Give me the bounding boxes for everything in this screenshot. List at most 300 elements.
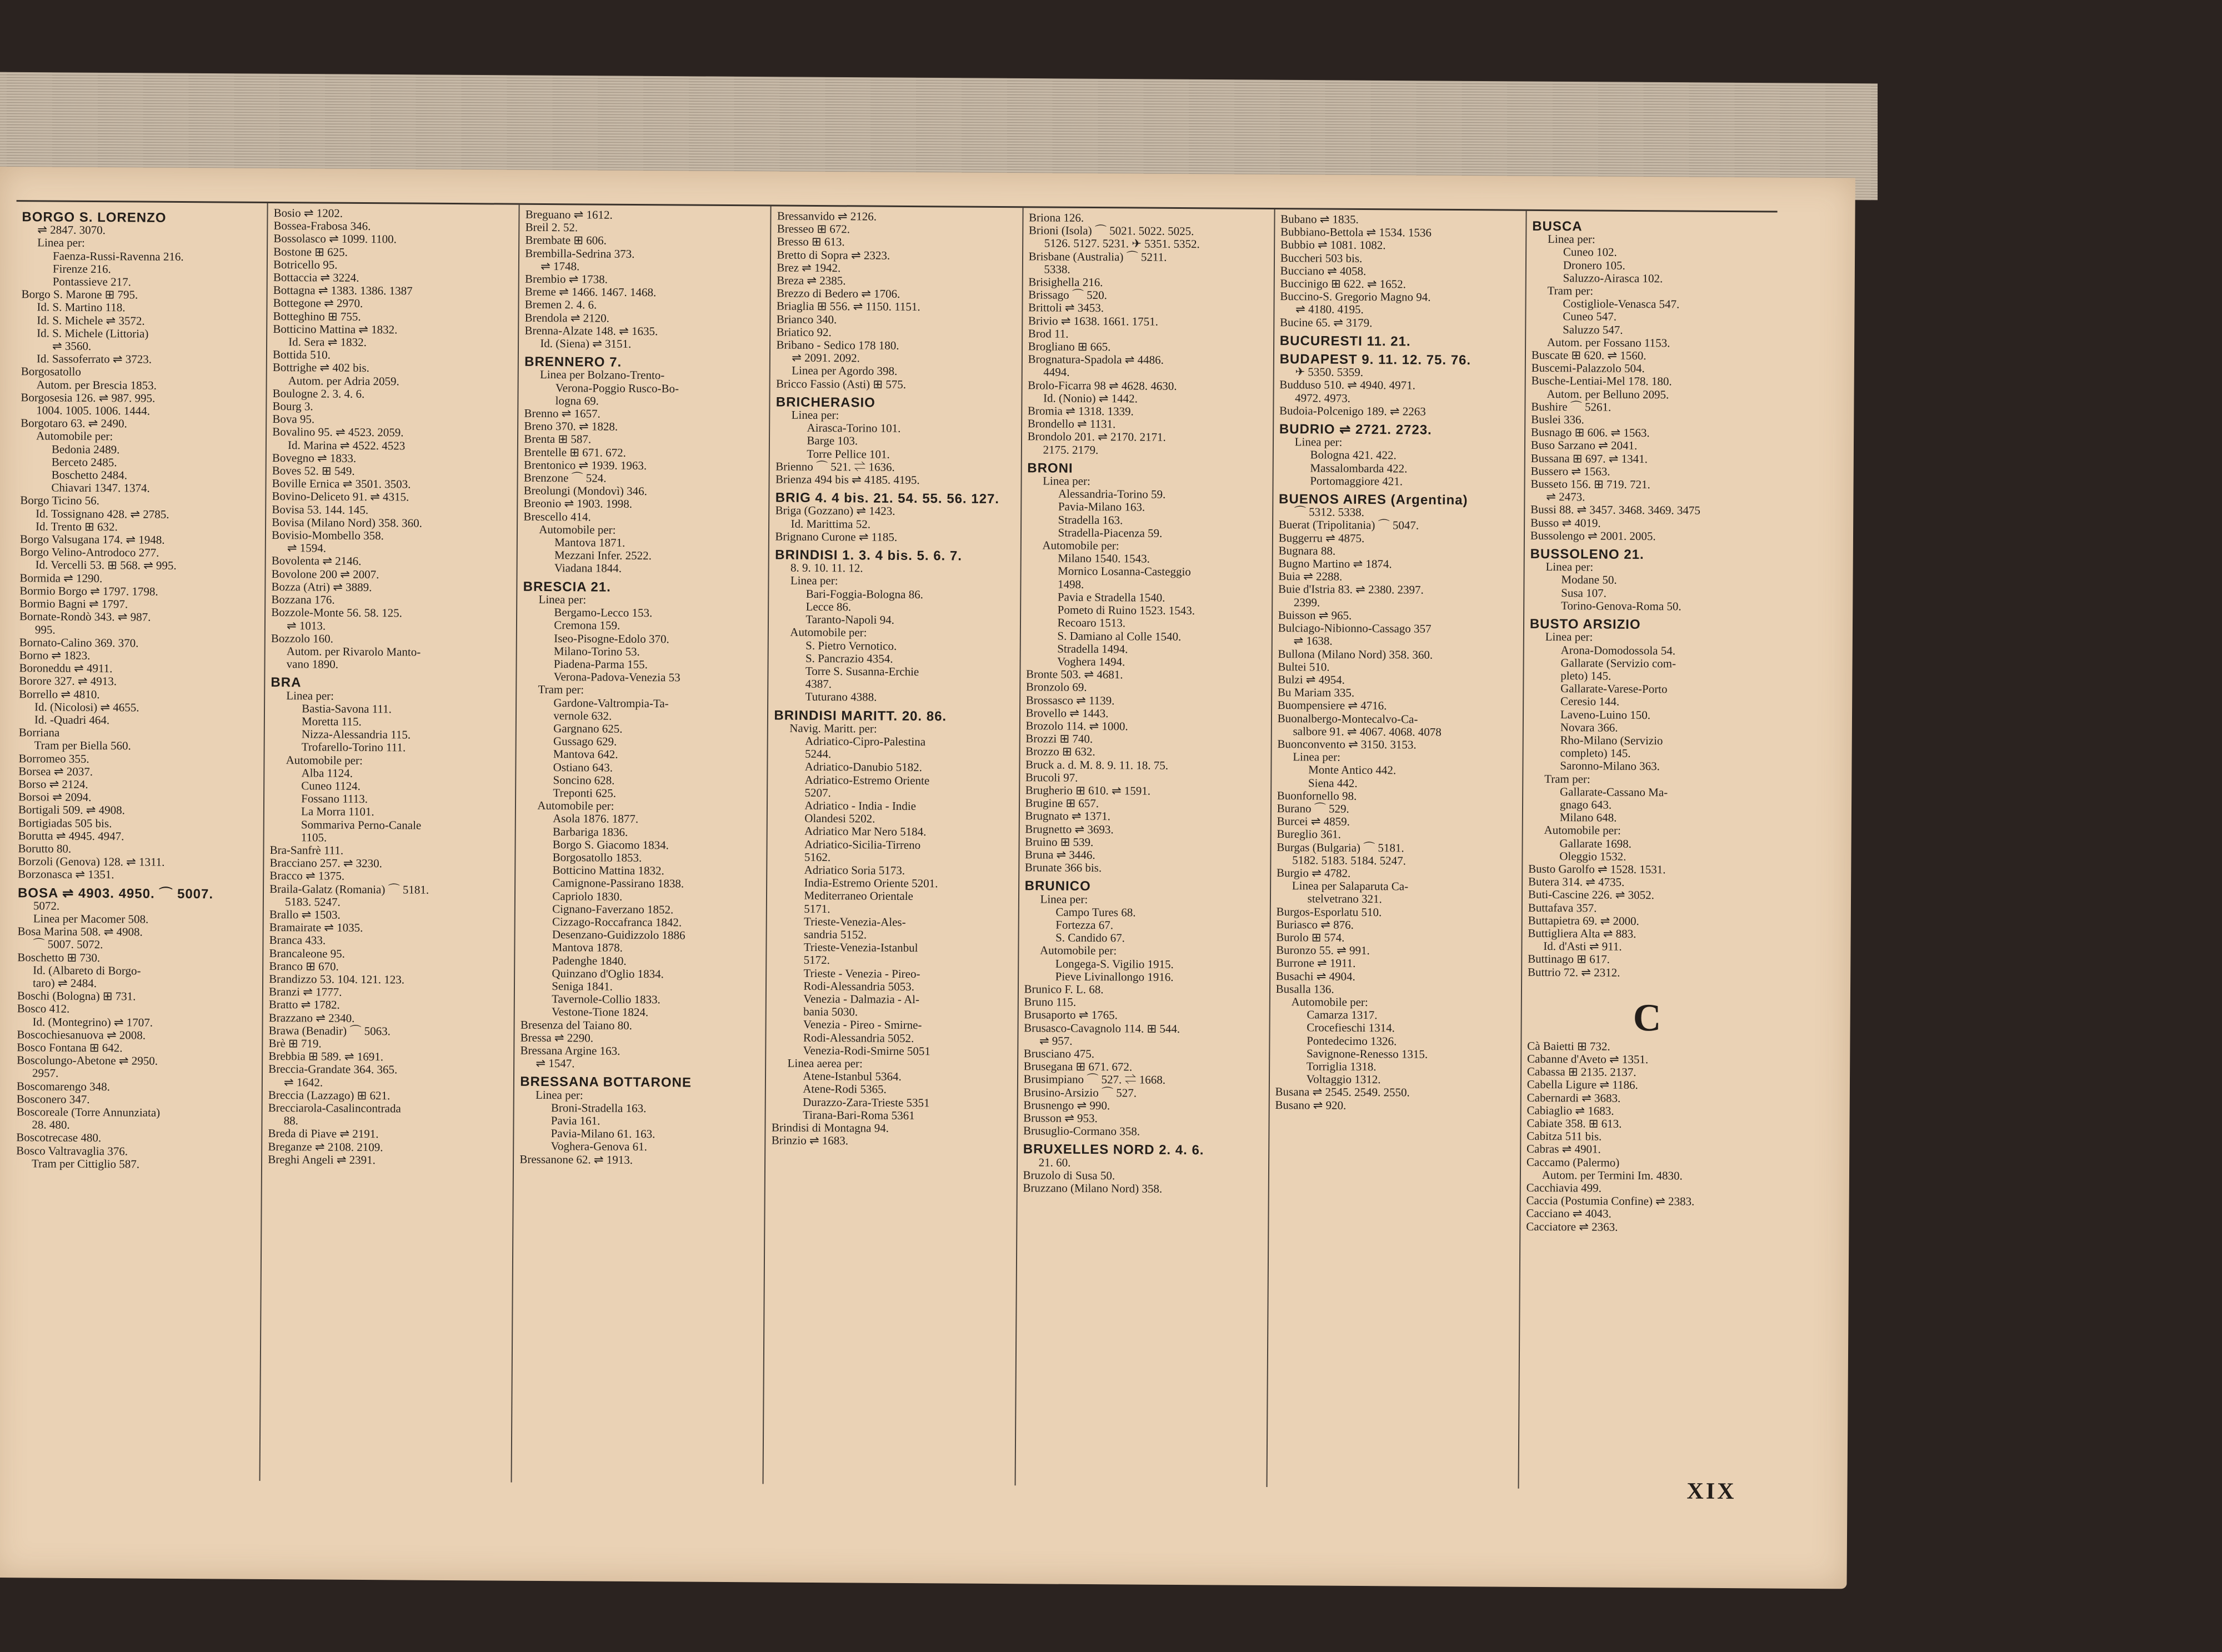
index-entry: ⇌ 4180. 4195. [1295,302,1364,317]
index-entry: Venezia - Dalmazia - Al- [803,992,920,1007]
index-entry: Bosio ⇌ 1202. [273,206,343,220]
index-entry: Brez ⇌ 1942. [777,261,841,275]
index-entry: Id. Sera ⇌ 1832. [288,335,367,349]
index-entry: Burano ⌒ 529. [1277,802,1349,815]
index-entry: Breganze ⇌ 2108. 2109. [268,1139,383,1154]
index-entry: Buonalbergo-Montecalvo-Ca- [1277,711,1418,726]
index-entry: Cremona 159. [554,618,620,633]
index-entry: Bromia ⇌ 1318. 1339. [1027,404,1134,418]
index-entry: Id. (Montegrino) ⇌ 1707. [32,1014,153,1029]
index-entry: Brecciarola-Casalincontrada [268,1100,401,1115]
index-entry: Borgo S. Marone ⊞ 795. [21,287,138,302]
index-entry: Breccia-Grandate 364. 365. [268,1062,398,1077]
index-entry: Breil 2. 52. [525,220,578,234]
index-entry: Bortigali 509. ⇌ 4908. [18,803,126,817]
index-entry: Bribano - Sedico 178 180. [776,338,899,352]
index-entry: Navig. Maritt. per: [789,721,877,735]
index-entry: Id. Marittima 52. [790,517,871,531]
index-entry: ⇌ 1013. [287,618,326,633]
index-entry: S. Pancrazio 4354. [805,651,893,665]
index-entry: Bussana ⊞ 697. ⇌ 1341. [1530,451,1648,465]
index-entry: Brusuglio-Cormano 358. [1023,1124,1140,1138]
index-entry: Busachi ⇌ 4904. [1275,969,1355,983]
index-entry: Automobile per: [539,522,616,537]
index-entry: Breme ⇌ 1466. 1467. 1468. [524,284,657,299]
index-entry: Boschetto 2484. [51,468,128,482]
index-entry: Borgosesia 126. ⇌ 987. 995. [21,391,156,405]
index-entry: Brozolo 114. ⇌ 1000. [1025,719,1128,733]
index-entry: Bruck a. d. M. 8. 9. 11. 18. 75. [1025,757,1169,772]
index-entry: Linea per: [1548,232,1595,246]
index-entry: Airasca-Torino 101. [807,421,901,435]
index-entry: Arona-Domodossola 54. [1560,643,1676,657]
index-entry: Automobile per: [790,625,867,639]
index-entry: Padenghe 1840. [552,953,627,968]
index-entry: 21. 60. [1038,1155,1071,1169]
index-entry: Borgotaro 63. ⇌ 2490. [21,416,127,430]
index-entry: Monte Antico 442. [1308,763,1397,777]
index-entry: Borore 327. ⇌ 4913. [19,674,117,688]
index-entry: Bozzolo 160. [271,631,334,645]
index-entry: Cacchiavia 499. [1526,1180,1602,1195]
index-entry: Stradella 163. [1058,513,1123,527]
index-entry: Bullona (Milano Nord) 358. 360. [1278,647,1433,662]
index-entry: Brenzone ⌒ 524. [523,470,607,485]
index-entry: Rodi-Alessandria 5052. [803,1030,914,1045]
index-entry: salbore 91. ⇌ 4067. 4068. 4078 [1293,724,1442,739]
index-entry: 5126. 5127. 5231. ✈ 5351. 5352. [1044,236,1200,251]
index-entry: Bracciano 257. ⇌ 3230. [269,856,383,870]
index-entry: Briatico 92. [776,325,832,339]
index-entry: gnago 643. [1559,798,1612,812]
index-entry: Boscotrecase 480. [16,1130,102,1145]
index-entry: Tram per: [1544,772,1590,786]
index-entry: Brovello ⇌ 1443. [1025,706,1109,720]
index-entry: Bushire ⌒ 5261. [1531,399,1612,414]
index-entry: Burgas (Bulgaria) ⌒ 5181. [1277,840,1404,855]
index-entry: vano 1890. [286,657,339,671]
index-entry: 2957. [32,1066,59,1080]
index-entry: Botteghino ⊞ 755. [273,309,361,323]
index-entry: Firenze 216. [52,262,111,276]
index-entry: Linea per Macomer 508. [33,912,149,926]
index-entry: Automobile per: [36,429,113,443]
index-entry: 5338. [1044,262,1070,276]
index-entry: Bovalino 95. ⇌ 4523. 2059. [272,425,404,439]
index-entry: Bovisio-Mombello 358. [272,528,384,543]
index-entry: Laveno-Luino 150. [1560,707,1651,722]
index-entry: Chiavari 1347. 1374. [51,480,150,495]
index-entry: Id. Sassoferrato ⇌ 3723. [36,352,152,366]
index-entry: Linea per: [37,236,85,250]
index-entry: Milano 648. [1559,810,1617,824]
index-entry: Automobile per: [1042,538,1119,553]
index-entry: Bra-Sanfrè 111. [269,843,344,857]
index-entry: Autom. per Brescia 1853. [36,378,157,392]
index-entry: Bottaccia ⇌ 3224. [273,271,359,284]
index-entry: Adriatico-Cipro-Palestina [805,734,926,749]
index-entry: Id. d'Asti ⇌ 911. [1543,939,1622,954]
index-entry: Bovisa 53. 144. 145. [272,502,369,517]
index-entry: 4494. [1043,365,1070,379]
index-entry: Bosco 412. [17,1002,70,1016]
index-column [9,202,267,1481]
index-entry: Brenno ⇌ 1657. [524,406,600,420]
index-entry: Berceto 2485. [51,455,117,469]
index-entry: Bedonia 2489. [51,442,120,456]
index-entry: Mantova 642. [553,747,618,762]
index-entry: Bricco Fassio (Asti) ⊞ 575. [775,377,907,391]
index-entry: Borgo S. Giacomo 1834. [552,837,669,852]
index-entry: Bulzi ⇌ 4954. [1278,672,1345,687]
index-entry: Id. Trento ⊞ 632. [35,519,118,534]
index-entry: Bucine 65. ⇌ 3179. [1279,315,1373,329]
index-entry: Cà Baietti ⊞ 732. [1527,1039,1610,1053]
index-entry: Linea per Agordo 398. [792,364,898,378]
index-entry: ⇌ 2473. [1546,490,1585,504]
index-entry: Bovino-Deliceto 91. ⇌ 4315. [272,489,409,504]
index-entry: Buia ⇌ 2288. [1278,569,1343,584]
index-entry: 1105. [301,830,327,844]
index-entry: Vestone-Tione 1824. [551,1005,649,1019]
index-entry: ✈ 5350. 5359. [1295,365,1364,379]
index-entry: Buso Sarzano ⇌ 2041. [1530,438,1638,453]
index-heading: BRINDISI MARITT. 20. 86. [774,708,947,724]
index-entry: Tram per: [1547,284,1594,298]
index-entry: Tirana-Bari-Roma 5361 [802,1108,915,1122]
index-entry: Brenna-Alzate 148. ⇌ 1635. [524,323,658,338]
index-heading: BRICHERASIO [775,394,875,411]
index-entry: Autom. per Adria 2059. [288,373,399,388]
index-entry: Bologna 421. 422. [1310,448,1397,462]
index-entry: Bruzzano (Milano Nord) 358. [1023,1181,1163,1195]
index-entry: Breno 370. ⇌ 1828. [524,419,618,434]
index-entry: Bracco ⇌ 1375. [269,869,345,883]
index-entry: Brogliano ⊞ 665. [1028,339,1111,354]
index-entry: Torre S. Susanna-Erchie [805,664,919,679]
index-entry: Id. S. Michele ⇌ 3572. [37,313,145,328]
index-entry: Autom. per Rivarolo Manto- [286,644,421,659]
index-entry: Pavia-Milano 163. [1058,500,1145,514]
index-entry: Borzoli (Genova) 128. ⇌ 1311. [18,854,165,869]
index-entry: Id. (Albareto di Borgo- [33,963,141,978]
index-entry: ⇌ 2091. 2092. [792,351,860,365]
index-entry: Borriana [18,725,60,739]
page-number: XIX [1686,1478,1736,1505]
index-entry: Novara 366. [1560,720,1618,734]
index-entry: Boscomarengo 348. [16,1079,110,1093]
index-entry: Bresenza del Taiano 80. [520,1018,633,1032]
index-entry: Bruno 115. [1024,995,1077,1009]
index-entry: Brentelle ⊞ 671. 672. [524,445,627,459]
index-entry: Breguano ⇌ 1612. [525,207,613,222]
index-entry: Burolo ⊞ 574. [1276,930,1345,944]
index-entry: Boruttо 80. [18,842,72,855]
index-entry: Brusimpiano ⌒ 527. ⇌ 1668. [1023,1072,1166,1087]
index-entry: Cuneo 547. [1563,309,1617,324]
index-entry: Linea per: [1040,892,1088,906]
index-entry: S. Candido 67. [1055,930,1125,945]
index-entry: completo) 145. [1560,746,1631,760]
index-entry: Burcei ⇌ 4859. [1277,814,1350,829]
index-entry: Brondolo 201. ⇌ 2170. 2171. [1027,429,1166,444]
index-entry: 8. 9. 10. 11. 12. [790,560,863,575]
index-entry: Burgio ⇌ 4782. [1276,866,1351,880]
index-entry: Seniga 1841. [552,979,613,993]
index-entry: Brusciano 475. [1023,1047,1095,1061]
index-entry: Breccia (Lazzago) ⊞ 621. [268,1088,391,1103]
index-entry: Saronno-Milano 363. [1560,759,1660,773]
index-entry: sandria 5152. [803,927,867,942]
index-entry: Autom. per Fossano 1153. [1547,335,1670,350]
index-entry: Boulogne 2. 3. 4. 6. [272,386,365,401]
index-entry: pleto) 145. [1560,669,1612,683]
index-entry: Rodi-Alessandria 5053. [803,979,914,993]
index-entry: Bronzolo 69. [1025,680,1087,694]
index-entry: Linea per: [1545,630,1593,644]
index-entry: Id. Vercelli 53. ⊞ 568. ⇌ 995. [35,558,177,573]
index-entry: Atene-Istanbul 5364. [803,1069,902,1084]
index-heading: BRUXELLES NORD 2. 4. 6. [1023,1142,1204,1158]
index-entry: Bozzole-Monte 56. 58. 125. [271,605,402,620]
index-entry: Brallo ⇌ 1503. [269,907,341,922]
index-entry: Automobile per: [1039,943,1117,958]
index-entry: Bratto ⇌ 1782. [268,998,340,1012]
index-entry: Olandesi 5202. [804,812,875,825]
index-entry: Pavia 161. [551,1114,600,1128]
index-entry: Mantova 1878. [552,940,623,955]
index-entry: Breza ⇌ 2385. [777,273,846,288]
index-entry: Autom. per Belluno 2095. [1547,387,1669,402]
index-entry: Buompensiere ⇌ 4716. [1277,698,1387,713]
index-entry: Boschetto ⊞ 730. [17,950,101,964]
index-entry: Branzi ⇌ 1777. [269,985,342,999]
index-entry: Adriatico-Sicilia-Tirreno [804,837,921,852]
index-entry: Buonfornello 98. [1277,788,1357,803]
index-entry: Cabitza 511 bis. [1527,1129,1602,1143]
index-entry: Brisbane (Australia) ⌒ 5211. [1028,249,1167,264]
index-column [1518,211,1777,1490]
index-entry: Atene-Rodi 5365. [803,1082,887,1097]
index-entry: Tram per Cittiglio 587. [31,1157,140,1171]
index-entry: Soncino 628. [553,773,615,787]
index-entry: Briga (Gozzano) ⇌ 1423. [775,504,895,518]
index-entry: Bremen 2. 4. 6. [524,298,597,312]
index-entry: Borso ⇌ 2124. [18,777,88,791]
index-entry: Buttinago ⊞ 617. [1528,952,1610,967]
index-entry: Brembate ⊞ 606. [525,233,607,248]
index-entry: Adriatico Mar Nero 5184. [804,824,927,839]
index-entry: Branco ⊞ 670. [269,959,339,973]
index-entry: Portomaggiore 421. [1310,474,1403,488]
index-entry: 1498. [1057,577,1084,591]
index-entry: Brusino-Arsizio ⌒ 527. [1023,1085,1137,1100]
index-entry: ⌒ 5007. 5072. [33,937,103,952]
index-entry: Braila-Galatz (Romania) ⌒ 5181. [269,882,429,897]
index-entry: Borsoi ⇌ 2094. [18,790,92,804]
index-entry: Automobile per: [537,799,614,813]
index-entry: Buti-Cascine 226. ⇌ 3052. [1528,888,1654,902]
index-entry: Boville Ernica ⇌ 3501. 3503. [272,477,411,491]
index-entry: Bretto di Sopra ⇌ 2323. [777,248,890,262]
index-entry: Venezia - Pireo - Smirne- [803,1018,922,1032]
index-entry: Brentonico ⇌ 1939. 1963. [523,458,647,472]
index-entry: Id. Marina ⇌ 4522. 4523 [288,438,406,453]
index-entry: Pavia-Milano 61. 163. [551,1127,655,1141]
index-entry: Treponti 625. [553,786,617,800]
index-entry: 5182. 5183. 5184. 5247. [1292,853,1406,868]
index-entry: La Morra 1101. [301,804,374,819]
index-entry: Cuneo 1124. [301,779,361,793]
index-entry: Barge 103. [807,434,858,448]
index-entry: vernole 632. [553,708,612,723]
index-entry: Automobile per: [1544,823,1621,838]
index-entry: Brisighella 216. [1028,275,1103,289]
index-entry: Massalombarda 422. [1310,461,1408,475]
index-entry: 5183. 5247. [284,894,341,909]
index-entry: Bormida ⇌ 1290. [19,570,103,585]
index-entry: Mornico Losanna-Casteggio [1058,564,1191,579]
index-entry: Bozzana 176. [271,593,335,607]
index-entry: Bresseo ⊞ 672. [777,222,850,236]
index-entry: Buccino-S. Gregorio Magno 94. [1280,289,1431,304]
index-entry: Brunate 366 bis. [1024,860,1102,875]
index-entry: Crocefieschi 1314. [1307,1020,1395,1035]
index-entry: Siena 442. [1308,775,1358,790]
index-entry: 88. [283,1114,298,1128]
index-entry: Brianco 340. [776,312,837,326]
index-entry: Broni-Stradella 163. [551,1100,647,1115]
index-entry: Bussero ⇌ 1563. [1530,464,1610,478]
index-entry: Gallarate-Cassano Ma- [1559,784,1668,799]
index-entry: Breonio ⇌ 1903. 1998. [523,497,633,511]
index-entry: Bresso ⊞ 613. [777,234,845,249]
index-entry: Cabanne d'Aveto ⇌ 1351. [1527,1052,1649,1067]
index-entry: Bugno Martino ⇌ 1874. [1278,557,1392,571]
index-entry: Bruna ⇌ 3446. [1024,848,1095,862]
index-entry: Busto Garolfo ⇌ 1528. 1531. [1528,862,1666,877]
index-entry: Buccheri 503 bis. [1280,251,1363,265]
index-entry: Bortigiadas 505 bis. [18,815,112,830]
index-entry: Bubbio ⇌ 1081. 1082. [1280,238,1386,252]
index-entry: Mantova 1871. [554,535,625,549]
index-entry: Id. Tossignano 428. ⇌ 2785. [36,507,169,521]
index-entry: Viadana 1844. [554,561,622,575]
index-entry: Borgo Valsugana 174. ⇌ 1948. [19,532,165,547]
index-entry: Brissago ⌒ 520. [1028,288,1108,302]
index-entry: Brozzi ⊞ 740. [1025,732,1093,746]
index-entry: Cacciano ⇌ 4043. [1526,1207,1612,1221]
index-entry: Brucoli 97. [1025,770,1078,784]
index-entry: Buttapietra 69. ⇌ 2000. [1528,913,1639,928]
index-entry: Bari-Foggia-Bologna 86. [805,587,923,601]
index-entry: Tavernole-Collio 1833. [552,992,660,1007]
index-entry: Cizzago-Roccafranca 1842. [552,915,682,929]
index-entry: Brognatura-Spadola ⇌ 4486. [1028,352,1164,367]
index-entry: Bosconero 347. [16,1092,90,1106]
index-entry: Brenta ⊞ 587. [524,432,592,446]
index-entry: Linea per: [536,1088,583,1102]
index-entry: Burgos-Esporlatu 510. [1276,904,1382,919]
index-entry: Brusaporto ⇌ 1765. [1024,1008,1118,1022]
index-entry: Brandizzo 53. 104. 121. 123. [269,972,405,987]
index-entry: Id. S. Martino 118. [37,300,126,314]
index-entry: Cabella Ligure ⇌ 1186. [1527,1078,1638,1092]
index-entry: Gargnano 625. [553,722,623,735]
index-entry: Buie d'Istria 83. ⇌ 2380. 2397. [1278,582,1424,597]
index-entry: Brod 11. [1028,327,1069,341]
index-entry: Borgo Ticino 56. [20,493,99,508]
index-entry: Brignano Curone ⇌ 1185. [775,529,898,544]
index-entry: Linea per: [791,408,839,422]
index-entry: Buronzo 55. ⇌ 991. [1276,943,1370,958]
index-entry: S. Pietro Vernotico. [805,638,897,653]
index-entry: Gardone-Valtrompia-Ta- [553,695,669,710]
index-entry: Stradella 1494. [1057,642,1128,656]
index-entry: taro) ⇌ 2484. [32,976,97,990]
index-entry: Boroneddu ⇌ 4911. [19,661,113,675]
index-entry: Adriatico Soria 5173. [804,863,905,877]
index-entry: Bormio Bagni ⇌ 1797. [19,597,128,611]
index-entry: Busche-Lentiai-Mel 178. 180. [1531,374,1672,388]
index-entry: Camignone-Passirano 1838. [552,876,684,890]
index-heading: BUENOS AIRES (Argentina) [1279,492,1468,508]
index-entry: Bruino ⊞ 539. [1025,835,1094,849]
index-entry: Sommariva Perno-Canale [301,817,422,832]
index-entry: Id. (Nonio) ⇌ 1442. [1043,391,1138,406]
index-entry: Brinzio ⇌ 1683. [771,1133,849,1148]
index-entry: Id. (Siena) ⇌ 3151. [540,336,632,351]
index-entry: Cabiate 358. ⊞ 613. [1527,1116,1622,1130]
index-entry: Buriasco ⇌ 876. [1276,917,1354,932]
index-entry: Boves 52. ⊞ 549. [272,464,355,478]
index-entry: Buslei 336. [1531,412,1584,427]
index-heading: BRUNICO [1024,878,1091,894]
index-entry: Busseto 156. ⊞ 719. 721. [1530,477,1650,492]
index-entry: Bu Mariam 335. [1277,685,1355,700]
index-entry: Pontedecimo 1326. [1307,1033,1397,1048]
index-heading: BUCURESTI 11. 21. [1279,333,1411,349]
index-entry: Cabernardi ⇌ 3683. [1527,1090,1621,1105]
index-entry: Cabiaglio ⇌ 1683. [1527,1103,1614,1118]
index-entry: Linea per: [1043,474,1090,488]
index-entry: Mediterraneo Orientale [804,889,914,903]
index-entry: Automobile per: [286,753,363,767]
index-entry: Adriatico-Danubio 5182. [804,760,923,774]
index-entry: Capriolo 1830. [552,889,623,903]
index-entry: Brembio ⇌ 1738. [524,272,608,286]
index-entry: Brugherio ⊞ 610. ⇌ 1591. [1025,783,1151,798]
index-entry: Borrello ⇌ 4810. [19,687,100,701]
index-entry: Linea per: [1293,750,1341,764]
index-entry: Barbariga 1836. [552,824,628,839]
book-page [0,167,1855,1589]
index-entry: Briona 126. [1028,211,1084,224]
index-entry: Bultei 510. [1278,659,1330,674]
index-entry: 28. 480. [32,1118,70,1132]
index-entry: Brebbia ⊞ 589. ⇌ 1691. [268,1049,384,1064]
index-entry: Botticino Mattina ⇌ 1832. [273,322,398,337]
index-entry: Verona-Poggio Rusco-Bo- [555,381,679,396]
index-entry: Buonconvento ⇌ 3150. 3153. [1277,737,1417,752]
index-entry: ⇌ 2847. 3070. [37,223,106,237]
index-entry: Id. (Nicolosi) ⇌ 4655. [34,700,139,714]
index-column [259,203,519,1483]
index-entry: Automobile per: [1291,995,1368,1009]
index-entry: Lecce 86. [805,599,852,614]
index-entry: Adriatico-Estremo Oriente [804,773,930,787]
index-heading: BRIG 4. 4 bis. 21. 54. 55. 56. 127. [775,490,1000,507]
